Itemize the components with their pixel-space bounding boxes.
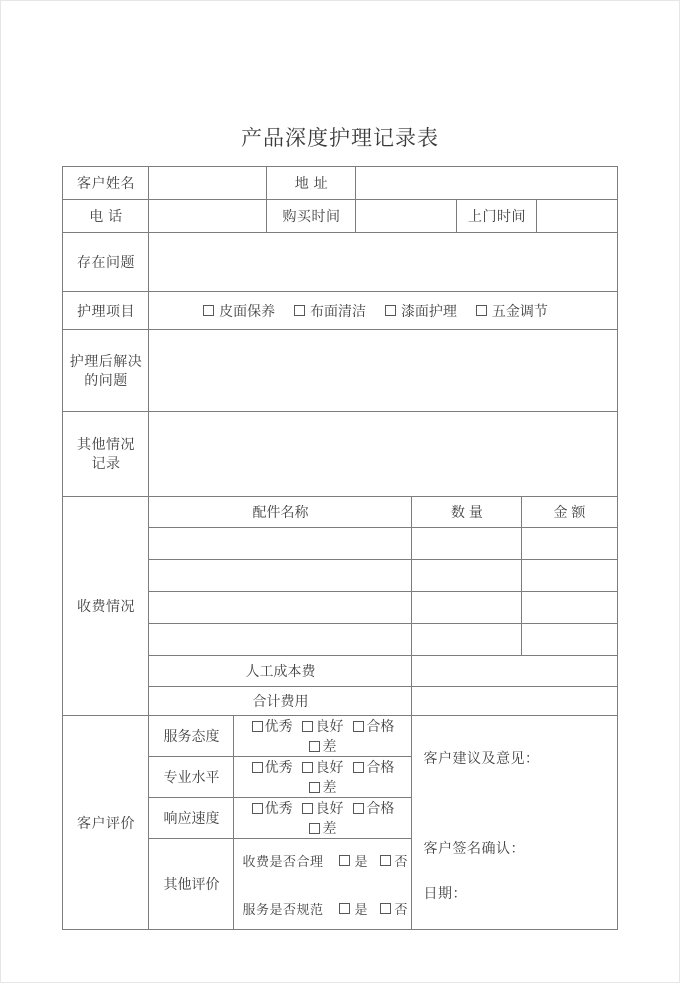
labor-cost-field[interactable]: [412, 656, 617, 687]
checkbox-icon[interactable]: [294, 305, 305, 316]
care-options-cell: [149, 292, 617, 330]
checkbox-icon[interactable]: [476, 305, 487, 316]
other-records-label: 其他情况 记录: [63, 412, 149, 497]
rating-option-poor[interactable]: 差: [309, 777, 336, 797]
evaluation-right-box: [412, 729, 616, 916]
checkbox-icon[interactable]: [252, 762, 263, 773]
purchase-time-label: 购买时间: [267, 200, 356, 233]
address-field[interactable]: [356, 167, 617, 200]
row-rating-attitude: [63, 716, 617, 757]
care-option-fabric[interactable]: 布面清洁: [294, 301, 366, 321]
row-solved: [63, 330, 617, 412]
accessory-name-header: 配件名称: [149, 497, 412, 528]
row-charges-header: [63, 497, 617, 528]
customer-name-label: 客户姓名: [63, 167, 149, 200]
checkbox-icon[interactable]: [339, 855, 350, 866]
total-cost-label: 合计费用: [149, 687, 412, 716]
customer-name-field[interactable]: [149, 167, 267, 200]
row-phone: [63, 200, 617, 233]
care-option-leather[interactable]: 皮面保养: [203, 301, 275, 321]
rating-response-label: 响应速度: [149, 798, 234, 839]
rating-response-options: [234, 798, 412, 839]
checkbox-icon[interactable]: [385, 305, 396, 316]
accessory-amount-header: 金 额: [522, 497, 617, 528]
checkbox-icon[interactable]: [353, 803, 364, 814]
other-evaluation-label: 其他评价: [149, 839, 234, 930]
solved-field[interactable]: [149, 330, 617, 412]
yesno-charge-reasonable: 收费是否合理 是 否: [242, 853, 408, 869]
checkbox-icon[interactable]: [302, 721, 313, 732]
purchase-time-field[interactable]: [356, 200, 457, 233]
checkbox-icon[interactable]: [309, 741, 320, 752]
rating-option-pass[interactable]: 合格: [353, 716, 394, 736]
charges-label: 收费情况: [63, 497, 149, 716]
yesno-service-standard: 服务是否规范 是 否: [242, 901, 408, 917]
accessory-amount-field[interactable]: [522, 592, 617, 624]
checkbox-icon[interactable]: [302, 762, 313, 773]
accessory-name-field[interactable]: [149, 528, 412, 560]
checkbox-icon[interactable]: [353, 721, 364, 732]
rating-option-good[interactable]: 良好: [302, 716, 343, 736]
visit-time-field[interactable]: [537, 200, 617, 233]
care-option-paint[interactable]: 漆面护理: [385, 301, 457, 321]
rating-option-excellent[interactable]: 优秀: [252, 716, 293, 736]
rating-attitude-label: 服务态度: [149, 716, 234, 757]
checkbox-icon[interactable]: [380, 855, 391, 866]
evaluation-label: 客户评价: [63, 716, 149, 930]
checkbox-icon[interactable]: [380, 903, 391, 914]
suggestion-label[interactable]: 客户建议及意见：: [423, 750, 540, 766]
rating-option-excellent[interactable]: 优秀: [252, 798, 293, 818]
accessory-qty-field[interactable]: [412, 560, 522, 592]
checkbox-icon[interactable]: [203, 305, 214, 316]
row-care-items: [63, 292, 617, 330]
accessory-qty-field[interactable]: [412, 624, 522, 656]
checkbox-icon[interactable]: [339, 903, 350, 914]
problems-label: 存在问题: [63, 233, 149, 292]
rating-option-good[interactable]: 良好: [302, 798, 343, 818]
rating-option-pass[interactable]: 合格: [353, 798, 394, 818]
checkbox-icon[interactable]: [309, 782, 320, 793]
row-other-records: [63, 412, 617, 497]
other-records-field[interactable]: [149, 412, 617, 497]
accessory-name-field[interactable]: [149, 592, 412, 624]
accessory-name-field[interactable]: [149, 624, 412, 656]
form-table: [62, 166, 617, 930]
rating-professional-label: 专业水平: [149, 757, 234, 798]
address-label: 地 址: [267, 167, 356, 200]
date-label[interactable]: 日期：: [423, 885, 467, 901]
checkbox-icon[interactable]: [252, 803, 263, 814]
signature-label[interactable]: 客户签名确认：: [423, 840, 525, 856]
accessory-qty-field[interactable]: [412, 528, 522, 560]
checkbox-icon[interactable]: [353, 762, 364, 773]
rating-option-poor[interactable]: 差: [309, 736, 336, 756]
phone-label: 电 话: [63, 200, 149, 233]
care-option-hardware[interactable]: 五金调节: [476, 301, 548, 321]
other-evaluation-cell: [234, 839, 412, 930]
accessory-qty-header: 数 量: [412, 497, 522, 528]
rating-professional-options: [234, 757, 412, 798]
phone-field[interactable]: [149, 200, 267, 233]
checkbox-icon[interactable]: [302, 803, 313, 814]
accessory-amount-field[interactable]: [522, 528, 617, 560]
total-cost-field[interactable]: [412, 687, 617, 716]
labor-cost-label: 人工成本费: [149, 656, 412, 687]
rating-option-good[interactable]: 良好: [302, 757, 343, 777]
care-items-label: 护理项目: [63, 292, 149, 330]
accessory-name-field[interactable]: [149, 560, 412, 592]
accessory-amount-field[interactable]: [522, 624, 617, 656]
rating-option-excellent[interactable]: 优秀: [252, 757, 293, 777]
row-problems: [63, 233, 617, 292]
problems-field[interactable]: [149, 233, 617, 292]
rating-option-pass[interactable]: 合格: [353, 757, 394, 777]
checkbox-icon[interactable]: [252, 721, 263, 732]
accessory-amount-field[interactable]: [522, 560, 617, 592]
visit-time-label: 上门时间: [457, 200, 537, 233]
evaluation-right-cell: [412, 716, 617, 930]
row-customer: [63, 167, 617, 200]
page-title: 产品深度护理记录表: [241, 127, 439, 150]
checkbox-icon[interactable]: [309, 823, 320, 834]
yesno-list: [234, 851, 411, 918]
solved-label: 护理后解决 的问题: [63, 330, 149, 412]
rating-option-poor[interactable]: 差: [309, 818, 336, 838]
accessory-qty-field[interactable]: [412, 592, 522, 624]
rating-attitude-options: [234, 716, 412, 757]
